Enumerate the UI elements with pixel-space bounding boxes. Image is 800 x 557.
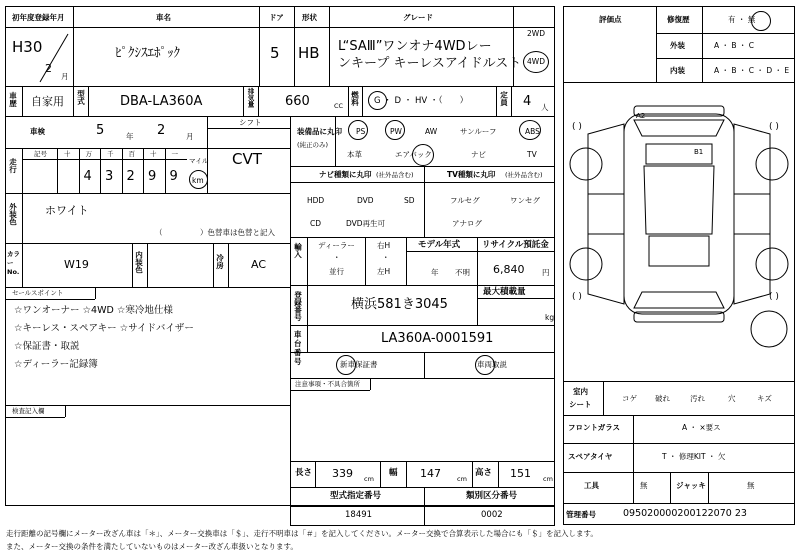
equipment-item: サンルーフ [460, 127, 497, 136]
col-line [228, 243, 229, 287]
row-line [656, 33, 795, 34]
color-note: （ ）色替車は色替と記入 [155, 228, 275, 237]
navi-item: HDD [307, 196, 325, 205]
color-code-label: カラーNo. [7, 250, 20, 277]
sales-point-item: ☆キーレス・スペアキー ☆サイドバイザー [14, 323, 194, 334]
col-line [513, 6, 514, 86]
row-line [563, 82, 795, 83]
mileage-label: 走行 [8, 158, 18, 173]
row-line [563, 472, 795, 473]
col-line [406, 461, 407, 487]
col-line [498, 461, 499, 487]
grade-line2: ンキープ キーレスアイドルスト [338, 56, 522, 71]
row-line [656, 58, 795, 59]
row-line [5, 405, 290, 406]
equipment-circle [519, 120, 541, 140]
width-unit: cm [457, 475, 467, 483]
row-line [406, 251, 555, 252]
height-value: 151 [510, 467, 531, 480]
capacity-unit: 人 [541, 103, 549, 112]
row-line [563, 443, 795, 444]
jack-label: ジャッキ [676, 481, 706, 490]
row-line [563, 415, 795, 416]
mileage-digit: 9 [148, 169, 157, 184]
col-line [22, 86, 23, 116]
equipment-circle [385, 120, 405, 140]
seat-item: 穴 [728, 394, 736, 403]
first-reg-label: 初年度登録年月 [12, 13, 65, 22]
equipment-item: PW [390, 127, 402, 136]
equipment-item: 本革 [347, 150, 362, 159]
col-line [477, 237, 478, 285]
repair-label: 修復歴 [667, 15, 690, 24]
row-line [5, 148, 290, 149]
drive-4wd: 4WD [527, 57, 545, 66]
navi-label: ナビ種類に丸印 [319, 170, 372, 179]
col-line [132, 243, 133, 287]
inspection-month-unit: 月 [186, 132, 194, 141]
inspection-year-unit: 年 [126, 132, 134, 141]
row-divider-2 [5, 116, 555, 117]
sales-point-item: ☆ディーラー記録簿 [14, 359, 98, 370]
displacement-value: 660 [285, 94, 310, 109]
footer-note-line2: また、メーター交換の条件を満たしていないものはメーター改ざん車扱いとなります。 [6, 542, 298, 551]
max-load-unit: kg [545, 313, 555, 322]
model-label: 型式 [76, 90, 86, 105]
row-line [5, 417, 65, 418]
height-label: 高さ [475, 468, 493, 478]
col-line [329, 6, 330, 86]
col-line [22, 193, 23, 243]
mileage-digit: 2 [126, 169, 135, 184]
color-code-value: W19 [64, 258, 89, 271]
car-name-label: 車名 [156, 13, 171, 22]
row-line [290, 390, 370, 391]
category-value: 0002 [481, 510, 503, 520]
capacity-value: 4 [523, 94, 532, 109]
import-right-h: 右H [377, 241, 391, 250]
mileage-col-line [143, 148, 144, 193]
row-line [290, 237, 555, 238]
tv-item: フルセグ [450, 196, 480, 205]
shift-label: シフト [239, 118, 262, 127]
first-reg-era: H30 [12, 38, 43, 56]
seat-item: キズ [757, 394, 772, 403]
import-dot-2: ・ [382, 253, 390, 262]
repair-none-circle [751, 11, 771, 31]
navi-sub: (社外品含む) [376, 171, 414, 179]
mileage-col-line [165, 148, 166, 193]
car-damage-diagram [564, 84, 794, 380]
model-year-value: 不明 [455, 268, 470, 277]
col-line [307, 237, 308, 285]
col-line [708, 472, 709, 503]
recycle-unit: 円 [542, 268, 550, 277]
repair-options: 有 ・ 無 [728, 15, 756, 24]
jack-value: 無 [747, 481, 755, 490]
equipment-item: ナビ [471, 150, 486, 159]
height-unit: cm [543, 475, 553, 483]
chassis-value: LA360A-0001591 [381, 331, 494, 346]
ac-label: 冷房 [215, 254, 225, 269]
tools-label: 工具 [584, 481, 599, 490]
registration-label: 登録番号 [293, 291, 303, 321]
spare-tire-options: T ・ 修理KIT ・ 欠 [662, 452, 726, 461]
equipment-item: ABS [525, 127, 540, 136]
col-line [406, 237, 407, 285]
col-line [656, 6, 657, 82]
row-line [563, 503, 795, 504]
import-dealer: ディーラー [318, 241, 355, 250]
color-label: 外装色 [8, 203, 18, 226]
evaluation-label: 評価点 [599, 15, 622, 24]
col-line [88, 86, 89, 116]
mileage-digit-header: 百 [128, 150, 135, 158]
airbag-circle [412, 144, 434, 166]
recycle-value: 6,840 [493, 263, 525, 276]
col-line [365, 237, 366, 285]
row-line [22, 159, 187, 160]
interior-options: A ・ B ・ C ・ D ・ E [714, 66, 790, 75]
grade-line1: L“SAⅢ”ワンオナ4WDレー [338, 39, 492, 54]
shift-value: CVT [232, 150, 262, 168]
seat-label-2: シート [569, 400, 592, 409]
col-line [496, 86, 497, 116]
col-line [362, 86, 363, 116]
mileage-digit-header: 一 [171, 150, 178, 158]
navi-item: DVD再生可 [346, 219, 386, 228]
windshield-options: A ・ ×要ス [682, 423, 721, 432]
mileage-digit-header: 十 [64, 150, 71, 158]
row-line [5, 193, 290, 194]
length-unit: cm [364, 475, 374, 483]
mileage-digit-header: 十 [150, 150, 157, 158]
displacement-label: 排気量 [246, 88, 255, 108]
row-line [563, 381, 795, 382]
col-line [259, 6, 260, 86]
row-line [290, 325, 555, 326]
row-line [477, 298, 555, 299]
inspector-label: 検査記入欄 [12, 407, 45, 415]
equipment-label: 装備品に丸印 [297, 127, 342, 136]
tv-label: TV種類に丸印 [447, 170, 496, 179]
mileage-unit-label: マイル [189, 157, 209, 165]
sales-point-item: ☆ワンオーナー ☆4WD ☆寒冷地仕様 [14, 305, 173, 316]
notice-label: 注意事項・不具合箇所 [295, 380, 360, 388]
equipment-circle [348, 120, 368, 140]
spare-tire-label: スペアタイヤ [568, 452, 613, 461]
width-label: 幅 [389, 468, 398, 478]
model-value: DBA-LA360A [120, 94, 203, 109]
model-year-unit: 年 [431, 268, 439, 277]
col-line [370, 378, 371, 390]
mileage-digit: 4 [83, 169, 92, 184]
col-line [315, 461, 316, 487]
equipment-sub-label: (純正のみ) [297, 141, 329, 149]
tv-item: ワンセグ [510, 196, 540, 205]
col-line [424, 166, 425, 237]
fuel-options: G ・ D ・ HV ・（ ） [374, 96, 469, 106]
row-line [290, 378, 555, 379]
import-parallel: 並行 [329, 267, 344, 276]
col-line [477, 285, 478, 325]
length-label: 長さ [295, 468, 313, 478]
equipment-item: エアバック [395, 150, 432, 159]
col-line [294, 6, 295, 86]
mileage-col-line [79, 148, 80, 193]
shape-value: HB [298, 44, 320, 62]
row-line [5, 287, 290, 288]
col-line [147, 243, 148, 287]
max-load-label: 最大積載量 [483, 287, 526, 297]
row-line [290, 461, 555, 462]
col-line [633, 415, 634, 503]
windshield-label: フロントガラス [568, 423, 621, 432]
sales-points-label: セールスポイント [12, 289, 64, 297]
mileage-digit: 3 [105, 169, 114, 184]
interior-label: 内装 [670, 66, 685, 75]
month-unit: 月 [61, 72, 69, 81]
registration-value: 横浜581き3045 [351, 297, 448, 312]
col-line [213, 243, 214, 287]
equipment-item: PS [356, 127, 366, 136]
diagram-mark-a2: A2 [636, 112, 646, 120]
designation-label: 型式指定番号 [330, 491, 382, 501]
shape-label: 形状 [302, 13, 317, 22]
col-line [335, 116, 336, 166]
seat-label-1: 室内 [573, 387, 588, 396]
inspection-label: 車検 [30, 127, 45, 136]
model-year-label: モデル年式 [418, 240, 461, 250]
col-line [472, 461, 473, 487]
cc-unit: CC [334, 102, 344, 110]
mileage-digit: 9 [169, 169, 178, 184]
chassis-label: 車台番号 [294, 330, 302, 366]
new-warranty: 新車保証書 [340, 360, 378, 369]
row-line [290, 166, 555, 167]
doors-value: 5 [270, 44, 280, 62]
col-line [511, 86, 512, 116]
col-line [95, 287, 96, 299]
import-left-h: 左H [377, 267, 391, 276]
drive-2wd: 2WD [527, 29, 545, 38]
seat-item: 破れ [655, 394, 670, 403]
header-divider [5, 27, 555, 28]
col-line [65, 405, 66, 417]
center-column-line [290, 116, 291, 506]
usage-value: 自家用 [31, 95, 64, 108]
tv-sub: (社外品含む) [505, 171, 543, 179]
import-label: 輸入 [293, 243, 303, 258]
col-line [22, 243, 23, 287]
footer-note-line1: 走行距離の記号欄にメーター改ざん車は「＊」、メーター交換車は「＄」、走行不明車は「＃」を記入してください。メーター交換で合算表示した場合にも「＄」を記入します。 [6, 529, 598, 538]
row-line [5, 299, 95, 300]
car-name: ﾋﾟｸｼｽｴﾎﾟｯｸ [115, 46, 180, 61]
row-line [290, 182, 555, 183]
usage-label: 車歴 [8, 92, 18, 107]
import-dot-1: ・ [333, 253, 341, 262]
inspection-year: 5 [96, 123, 105, 138]
management-label: 管理番号 [566, 510, 596, 519]
col-line [380, 461, 381, 487]
svg-text:( ): ( ) [769, 122, 779, 132]
mileage-sub-label: 記号 [34, 150, 47, 158]
col-line [670, 472, 671, 503]
exterior-options: A ・ B ・ C [714, 41, 755, 50]
svg-text:( ): ( ) [769, 292, 779, 302]
svg-text:( ): ( ) [572, 292, 582, 302]
navi-item: CD [310, 219, 322, 228]
equipment-item: TV [527, 150, 537, 159]
doors-label: ドア [269, 13, 284, 22]
first-reg-month: 2 [45, 62, 52, 75]
col-line [73, 86, 74, 116]
equipment-item: AW [425, 127, 438, 136]
width-value: 147 [420, 467, 441, 480]
seat-item: 汚れ [690, 394, 705, 403]
mileage-col-line [122, 148, 123, 193]
mileage-unit: km [192, 176, 204, 185]
col-line [603, 381, 604, 415]
category-label: 類別区分番号 [466, 491, 518, 501]
navi-item: DVD [357, 196, 374, 205]
inspection-month: 2 [157, 123, 166, 138]
length-value: 339 [332, 467, 353, 480]
ac-value: AC [251, 258, 267, 271]
sales-point-item: ☆保証書・取説 [14, 341, 80, 352]
interior-color-label: 内装色 [134, 251, 144, 274]
col-line [22, 148, 23, 193]
mileage-digit-header: 万 [85, 150, 92, 158]
exterior-label: 外装 [670, 41, 685, 50]
mileage-digit-header: 千 [107, 150, 114, 158]
mileage-col-line [57, 148, 58, 193]
main-sheet-border [5, 6, 555, 506]
management-value: 095020000200122070 23 [623, 508, 747, 519]
col-line [424, 352, 425, 378]
fuel-label: 燃料 [350, 91, 360, 106]
col-line [243, 86, 244, 116]
color-value: ホワイト [45, 204, 89, 217]
row-line [290, 285, 555, 286]
col-line [73, 6, 74, 86]
manual: 車両取説 [477, 360, 507, 369]
col-line [702, 6, 703, 82]
designation-value: 18491 [345, 510, 373, 520]
recycle-label: リサイクル預託金 [482, 240, 549, 250]
capacity-label: 定員 [499, 91, 509, 106]
mileage-col-line [100, 148, 101, 193]
navi-item: SD [404, 196, 415, 205]
grade-label: グレード [403, 13, 433, 22]
row-line [290, 352, 555, 353]
type-number-box [290, 487, 555, 526]
row-line [207, 128, 290, 129]
seat-item: コゲ [622, 394, 637, 403]
col-line [258, 86, 259, 116]
svg-text:( ): ( ) [572, 122, 582, 132]
tools-value: 無 [640, 481, 648, 490]
diagram-mark-b1: B1 [694, 148, 704, 156]
col-line [348, 86, 349, 116]
tv-item: アナログ [452, 219, 482, 228]
